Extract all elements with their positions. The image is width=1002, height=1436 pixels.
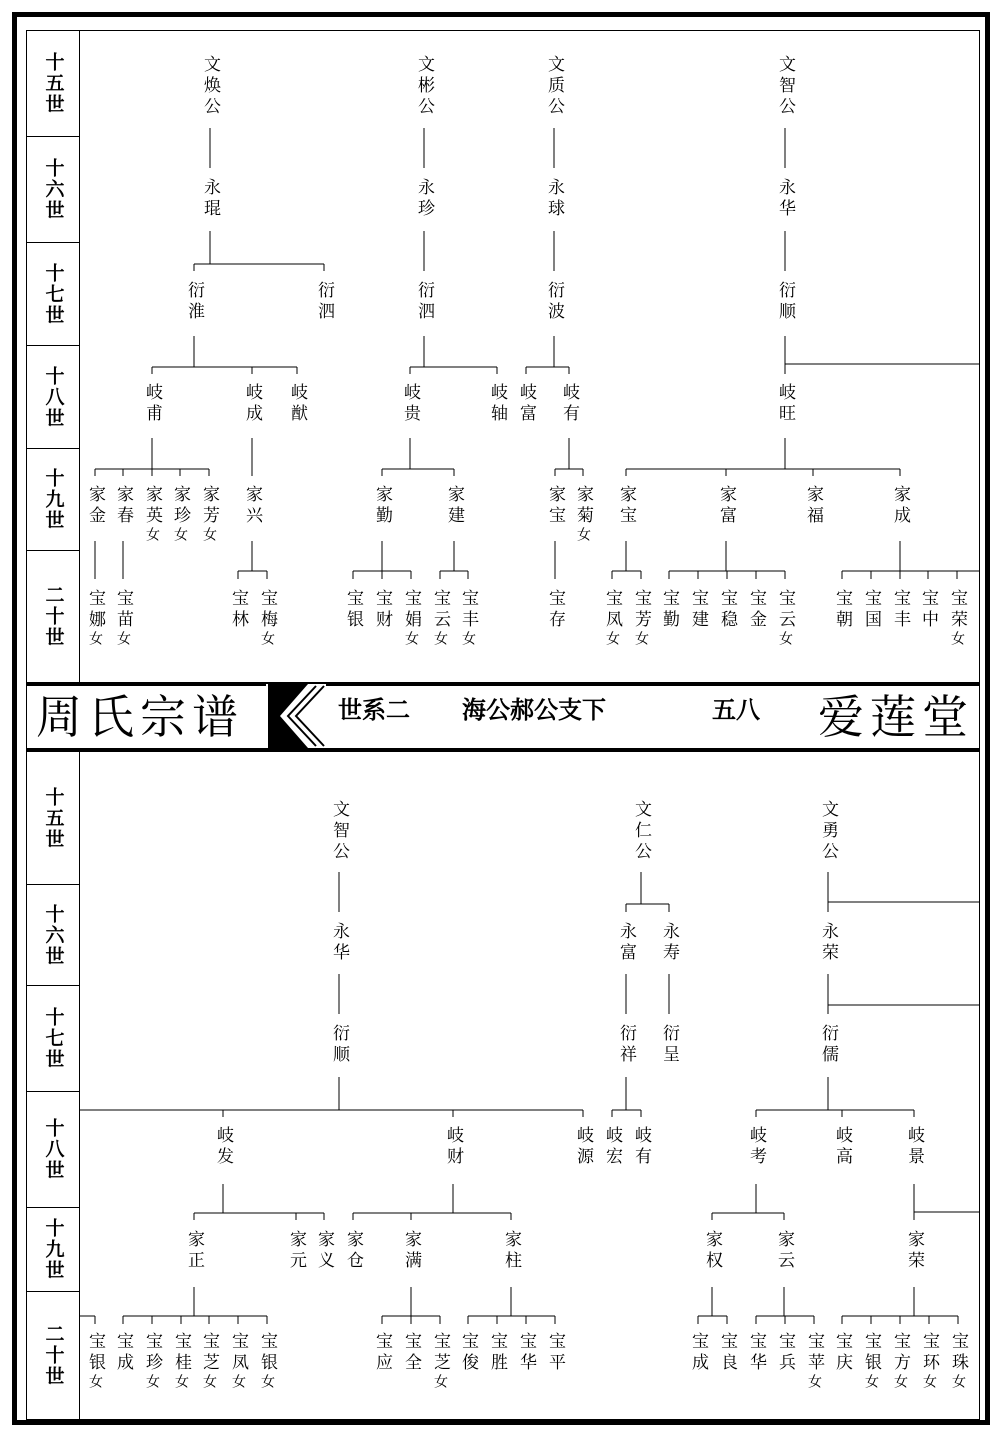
top-g19-member-11: 家富 xyxy=(716,485,736,527)
top-genealogy-panel xyxy=(26,31,980,682)
top-g19-member-7: 家建 xyxy=(444,485,464,527)
top-g17-member-0: 衍淮 xyxy=(184,281,204,323)
top-g16-member-0: 永琨 xyxy=(200,178,220,220)
top-g18-member-6: 岐有 xyxy=(559,383,579,425)
top-g19-member-0: 家金 xyxy=(85,485,105,527)
top-g18-member-7: 岐旺 xyxy=(775,383,795,425)
top-g17-member-3: 衍波 xyxy=(544,281,564,323)
top-g16-member-1: 永珍 xyxy=(414,178,434,220)
bottom-g16-member-3: 永荣 xyxy=(818,922,838,964)
gen-15-label-b: 十五世 xyxy=(26,752,80,885)
top-g16-member-2: 永球 xyxy=(544,178,564,220)
bottom-g16-member-1: 永富 xyxy=(616,922,636,964)
top-g19-member-12: 家福 xyxy=(803,485,823,527)
top-g19-member-10: 家宝 xyxy=(616,485,636,527)
top-g20-member-4: 宝银 xyxy=(343,589,363,631)
top-g17-member-4: 衍顺 xyxy=(775,281,795,323)
book-title: 周氏宗谱 xyxy=(36,690,244,744)
top-g20-member-8: 宝丰女 xyxy=(458,589,478,649)
series-label: 世系二 xyxy=(338,695,410,724)
bottom-g20-member-7: 宝应 xyxy=(372,1332,392,1374)
top-g20-member-1: 宝苗女 xyxy=(113,589,133,649)
top-connector-lines xyxy=(26,31,980,682)
top-g18-member-2: 岐猷 xyxy=(287,383,307,425)
bottom-g18-member-3: 岐宏 xyxy=(602,1126,622,1168)
bottom-g20-member-13: 宝平 xyxy=(545,1332,565,1374)
bottom-g19-member-5: 家柱 xyxy=(501,1230,521,1272)
bottom-g20-member-19: 宝庆 xyxy=(832,1332,852,1374)
top-g20-member-3: 宝梅女 xyxy=(257,589,277,649)
bottom-g20-member-17: 宝兵 xyxy=(775,1332,795,1374)
top-g20-member-5: 宝财 xyxy=(372,589,392,631)
bottom-g18-member-4: 岐有 xyxy=(631,1126,651,1168)
top-g19-member-13: 家成 xyxy=(890,485,910,527)
bottom-g20-member-8: 宝全 xyxy=(401,1332,421,1374)
bottom-g19-member-8: 家荣 xyxy=(904,1230,924,1272)
bottom-g18-member-5: 岐考 xyxy=(746,1126,766,1168)
gen-19-label-b: 十九世 xyxy=(26,1208,80,1292)
gen-17-label: 十七世 xyxy=(26,243,80,346)
bottom-g20-member-12: 宝华 xyxy=(516,1332,536,1374)
bottom-g17-member-0: 衍顺 xyxy=(329,1024,349,1066)
page-number: 五八 xyxy=(712,695,760,724)
top-g18-member-1: 岐成 xyxy=(242,383,262,425)
top-g17-member-1: 衍泗 xyxy=(314,281,334,323)
top-g17-member-2: 衍泗 xyxy=(414,281,434,323)
gen-16-label-b: 十六世 xyxy=(26,885,80,986)
top-g20-member-16: 宝云女 xyxy=(775,589,795,649)
gen-15-label: 十五世 xyxy=(26,31,80,137)
top-g20-member-14: 宝稳 xyxy=(717,589,737,631)
bottom-g19-member-3: 家仓 xyxy=(343,1230,363,1272)
bottom-g19-member-0: 家正 xyxy=(184,1230,204,1272)
bottom-g15-member-1: 文仁公 xyxy=(631,800,651,863)
top-g20-member-10: 宝凤女 xyxy=(602,589,622,649)
top-g15-member-1: 文彬公 xyxy=(414,55,434,118)
bottom-g19-member-6: 家权 xyxy=(702,1230,722,1272)
bottom-g20-member-22: 宝环女 xyxy=(919,1332,939,1392)
bottom-g20-member-18: 宝苹女 xyxy=(804,1332,824,1392)
top-g20-member-15: 宝金 xyxy=(746,589,766,631)
bottom-g20-member-15: 宝良 xyxy=(717,1332,737,1374)
top-g19-member-4: 家芳女 xyxy=(199,485,219,545)
bottom-g15-member-0: 文智公 xyxy=(329,800,349,863)
bottom-g18-member-6: 岐高 xyxy=(832,1126,852,1168)
top-g20-member-18: 宝国 xyxy=(861,589,881,631)
bottom-g20-member-23: 宝珠女 xyxy=(948,1332,968,1392)
bottom-g20-member-1: 宝成 xyxy=(113,1332,133,1374)
bottom-g19-member-7: 家云 xyxy=(774,1230,794,1272)
bottom-g18-member-0: 岐发 xyxy=(213,1126,233,1168)
branch-label: 海公郝公支下 xyxy=(462,695,606,724)
top-g18-member-0: 岐甫 xyxy=(142,383,162,425)
top-g20-member-7: 宝云女 xyxy=(430,589,450,649)
bottom-g17-member-3: 衍儒 xyxy=(818,1024,838,1066)
bottom-g19-member-4: 家满 xyxy=(401,1230,421,1272)
top-g18-member-5: 岐富 xyxy=(516,383,536,425)
top-g20-member-0: 宝娜女 xyxy=(85,589,105,649)
section-mark-icon xyxy=(266,684,326,748)
top-g20-member-9: 宝存 xyxy=(545,589,565,631)
gen-18-label-b: 十八世 xyxy=(26,1092,80,1208)
bottom-g18-member-1: 岐财 xyxy=(443,1126,463,1168)
top-g15-member-3: 文智公 xyxy=(775,55,795,118)
gen-18-label: 十八世 xyxy=(26,346,80,449)
bottom-g20-member-16: 宝华 xyxy=(746,1332,766,1374)
bottom-g20-member-20: 宝银女 xyxy=(861,1332,881,1392)
top-g20-member-21: 宝荣女 xyxy=(947,589,967,649)
bottom-g20-member-3: 宝桂女 xyxy=(171,1332,191,1392)
gen-16-label: 十六世 xyxy=(26,137,80,243)
gen-17-label-b: 十七世 xyxy=(26,986,80,1092)
bottom-g20-member-0: 宝银女 xyxy=(85,1332,105,1392)
bottom-g15-member-2: 文勇公 xyxy=(818,800,838,863)
top-g20-member-17: 宝朝 xyxy=(832,589,852,631)
bottom-genealogy-panel xyxy=(26,752,980,1419)
top-g20-member-20: 宝中 xyxy=(918,589,938,631)
bottom-g17-member-1: 衍祥 xyxy=(616,1024,636,1066)
top-g19-member-9: 家菊女 xyxy=(573,485,593,545)
top-g20-member-13: 宝建 xyxy=(688,589,708,631)
top-g15-member-2: 文质公 xyxy=(544,55,564,118)
top-g20-member-12: 宝勤 xyxy=(659,589,679,631)
bottom-g18-member-2: 岐源 xyxy=(573,1126,593,1168)
bottom-g17-member-2: 衍呈 xyxy=(659,1024,679,1066)
top-g19-member-2: 家英女 xyxy=(142,485,162,545)
top-g18-member-4: 岐轴 xyxy=(487,383,507,425)
top-g16-member-3: 永华 xyxy=(775,178,795,220)
top-g15-member-0: 文焕公 xyxy=(200,55,220,118)
top-g19-member-5: 家兴 xyxy=(242,485,262,527)
top-g19-member-1: 家春 xyxy=(113,485,133,527)
top-g20-member-19: 宝丰 xyxy=(890,589,910,631)
bottom-g20-member-9: 宝芝女 xyxy=(430,1332,450,1392)
bottom-g19-member-2: 家义 xyxy=(314,1230,334,1272)
bottom-g20-member-2: 宝珍女 xyxy=(142,1332,162,1392)
top-g19-member-3: 家珍女 xyxy=(170,485,190,545)
gen-19-label: 十九世 xyxy=(26,449,80,551)
bottom-g19-member-1: 家元 xyxy=(286,1230,306,1272)
bottom-g20-member-11: 宝胜 xyxy=(487,1332,507,1374)
bottom-g16-member-0: 永华 xyxy=(329,922,349,964)
top-g18-member-3: 岐贵 xyxy=(400,383,420,425)
top-g20-member-11: 宝芳女 xyxy=(631,589,651,649)
gen-20-label-b: 二十世 xyxy=(42,1324,65,1387)
top-g20-member-6: 宝娟女 xyxy=(401,589,421,649)
top-g20-member-2: 宝林 xyxy=(228,589,248,631)
bottom-g20-member-6: 宝银女 xyxy=(257,1332,277,1392)
gen-20-label: 二十世 xyxy=(42,585,65,648)
bottom-g20-member-5: 宝凤女 xyxy=(228,1332,248,1392)
bottom-g20-member-21: 宝方女 xyxy=(890,1332,910,1392)
top-g19-member-6: 家勤 xyxy=(372,485,392,527)
bottom-g20-member-10: 宝俊 xyxy=(458,1332,478,1374)
bottom-g20-member-4: 宝芝女 xyxy=(199,1332,219,1392)
hall-name: 爱莲堂 xyxy=(818,690,974,744)
bottom-g18-member-7: 岐景 xyxy=(904,1126,924,1168)
bottom-g20-member-14: 宝成 xyxy=(688,1332,708,1374)
bottom-g16-member-2: 永寿 xyxy=(659,922,679,964)
top-g19-member-8: 家宝 xyxy=(545,485,565,527)
